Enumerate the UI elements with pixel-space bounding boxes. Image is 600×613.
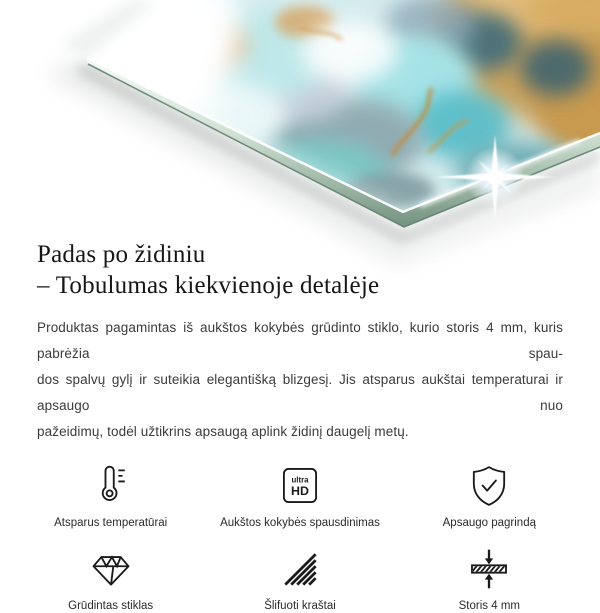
feature-label: Aukštos kokybės spausdinimas bbox=[220, 517, 380, 529]
feature-item-thickness bbox=[399, 545, 580, 613]
page-title bbox=[37, 239, 563, 301]
page-title-line1: Padas po židiniu bbox=[37, 241, 206, 268]
page-title-line2: – Tobulumas kiekvienoje detalėje bbox=[37, 272, 380, 299]
feature-label: Atsparus temperatūrai bbox=[54, 517, 168, 529]
feature-label: Šlifuoti kraštai bbox=[264, 600, 336, 612]
polished-edges-icon bbox=[277, 545, 323, 592]
product-photo bbox=[0, 0, 600, 230]
feature-item-polished-edges bbox=[209, 545, 390, 613]
product-description-section bbox=[0, 239, 600, 613]
glass-panel-image bbox=[0, 0, 600, 230]
feature-label: Grūdintas stiklas bbox=[68, 600, 154, 612]
feature-label: Apsaugo pagrindą bbox=[442, 517, 536, 529]
intro-paragraph bbox=[37, 315, 563, 445]
feature-item-protects-base bbox=[399, 462, 580, 530]
shield-check-icon bbox=[466, 462, 512, 509]
feature-item-print-quality bbox=[209, 462, 390, 530]
intro-line: Produktas pagamintas iš aukštos kokybės grūdinto stiklo, kurio storis 4 mm, kuris pabrėžia spau- bbox=[37, 320, 563, 361]
diamond-icon bbox=[88, 545, 134, 592]
feature-item-tempered-glass bbox=[20, 545, 201, 613]
ultra-hd-icon bbox=[277, 462, 323, 509]
ultra-hd-icon-text-bottom: HD bbox=[291, 483, 309, 498]
feature-label: Storis 4 mm bbox=[458, 600, 520, 612]
thermometer-icon bbox=[88, 462, 134, 509]
intro-line: dos spalvų gylį ir suteikia elegantišką blizgesį. Jis atsparus aukštai temperaturai ir apsaugo nuo bbox=[37, 372, 563, 413]
feature-grid bbox=[20, 462, 580, 613]
ultra-hd-icon-text-top: ultra bbox=[291, 474, 309, 484]
feature-item-heat-resistant bbox=[20, 462, 201, 530]
thickness-icon bbox=[466, 545, 512, 592]
intro-line: pažeidimų, todėl užtikrins apsaugą aplink židinį daugelį metų. bbox=[37, 424, 409, 439]
